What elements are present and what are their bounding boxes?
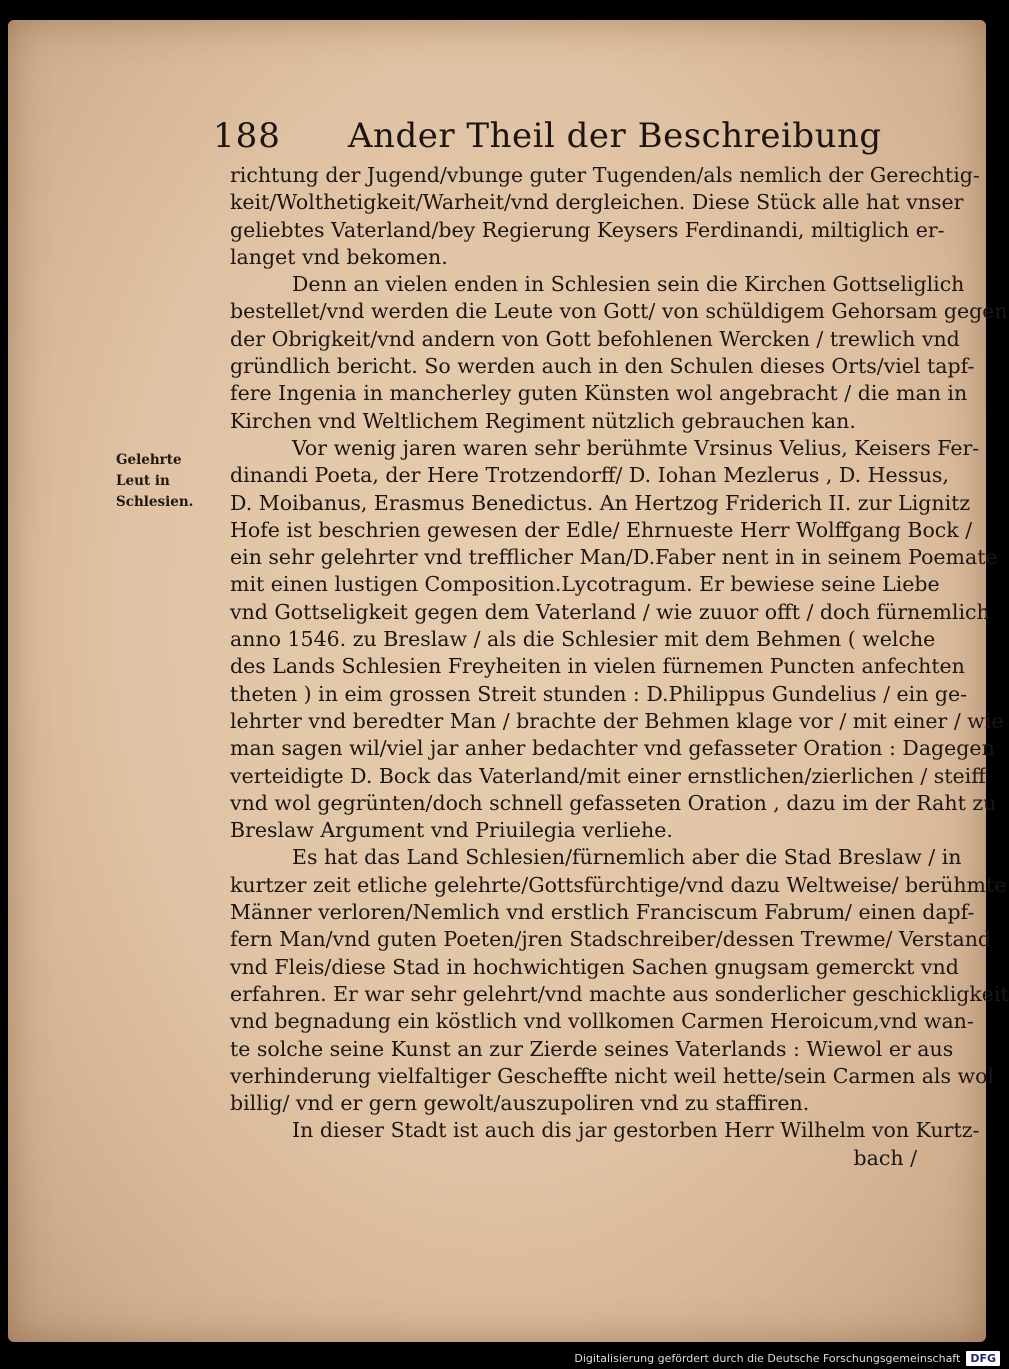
text-line: fere Ingenia in mancherley guten Künsten wol angebracht / die man in [230, 381, 968, 406]
digitization-footer [574, 1349, 1000, 1367]
text-line: theten ) in eim grossen Streit stunden : D.Philippus Gundelius / ein ge- [230, 681, 968, 706]
text-line: keit/Wolthetigkeit/Warheit/vnd dergleichen. Diese Stück alle hat vnser [230, 190, 964, 215]
margin-note [116, 450, 216, 513]
text-line: Hofe ist beschrien gewesen der Edle/ Ehrnueste Herr Wolffgang Bock / [230, 517, 973, 542]
margin-note-line: Gelehrte [116, 452, 182, 468]
catchword: bach / [853, 1145, 917, 1170]
dfg-logo-icon: DFG [966, 1351, 1000, 1366]
text-line: vnd wol gegrünten/doch schnell gefasseten Oration , dazu im der Raht zu [230, 790, 997, 815]
text-line: billig/ vnd er gern gewolt/auszupoliren vnd zu staffiren. [230, 1091, 810, 1116]
text-line: mit einen lustigen Composition.Lycotragum. Er bewiese seine Liebe [230, 572, 940, 597]
text-line: richtung der Jugend/vbunge guter Tugenden/als nemlich der Gerechtig- [230, 163, 980, 187]
text-line: Es hat das Land Schlesien/fürnemlich aber die Stad Breslaw / in [292, 845, 962, 870]
text-line: vnd Fleis/diese Stad in hochwichtigen Sachen gnugsam gemerckt vnd [230, 954, 959, 979]
running-head: Ander Theil der Beschreibung [348, 116, 882, 156]
text-line: Vor wenig jaren waren sehr berühmte Vrsinus Velius, Keisers Fer- [292, 435, 980, 460]
body-text [230, 162, 1009, 1172]
text-line: ein sehr gelehrter vnd trefflicher Man/D.Faber nent in in seinem Poemate [230, 545, 998, 570]
text-line: Denn an vielen enden in Schlesien sein die Kirchen Gottseliglich [292, 272, 965, 297]
text-line: dinandi Poeta, der Here Trotzendorff/ D. Iohan Mezlerus , D. Hessus, [230, 463, 949, 488]
text-line: des Lands Schlesien Freyheiten in vielen fürnemen Puncten anfechten [230, 654, 965, 679]
text-line: Breslaw Argument vnd Priuilegia verliehe. [230, 818, 673, 843]
text-line: fern Man/vnd guten Poeten/jren Stadschreiber/dessen Trewme/ Verstand [230, 927, 992, 952]
text-line: vnd Gottseligkeit gegen dem Vaterland / wie zuuor offt / doch fürnemlich [230, 599, 990, 624]
text-line: man sagen wil/viel jar anher bedachter vnd gefasseter Oration : Dagegen [230, 736, 995, 761]
text-line: bestellet/vnd werden die Leute von Gott/ von schüldigem Gehorsam gegen [230, 299, 1008, 324]
text-line: te solche seine Kunst an zur Zierde seines Vaterlands : Wiewol er aus [230, 1036, 954, 1061]
text-line: kurtzer zeit etliche gelehrte/Gottsfürchtige/vnd dazu Weltweise/ berühmte [230, 872, 1007, 897]
text-line: Kirchen vnd Weltlichem Regiment nützlich gebrauchen kan. [230, 408, 856, 433]
margin-note-line: Leut in [116, 473, 170, 489]
margin-note-line: Schlesien. [116, 494, 194, 510]
text-line: langet vnd bekomen. [230, 244, 448, 269]
text-line: In dieser Stadt ist auch dis jar gestorben Herr Wilhelm von Kurtz- [292, 1118, 980, 1143]
text-line: gründlich bericht. So werden auch in den Schulen dieses Orts/viel tapf- [230, 354, 975, 379]
page-number: 188 [213, 116, 281, 156]
text-line: der Obrigkeit/vnd andern von Gott befohlenen Wercken / trewlich vnd [230, 326, 960, 351]
text-line: D. Moibanus, Erasmus Benedictus. An Hertzog Friderich II. zur Lignitz [230, 490, 971, 515]
page-header [213, 116, 882, 164]
text-line: verhinderung vielfaltiger Gescheffte nicht weil hette/sein Carmen als wol [230, 1063, 994, 1088]
text-line: vnd begnadung ein köstlich vnd vollkomen Carmen Heroicum,vnd wan- [230, 1009, 974, 1034]
text-line: lehrter vnd beredter Man / brachte der Behmen klage vor / mit einer / wie [230, 708, 1004, 733]
book-page [8, 20, 1009, 1342]
footer-credit: Digitalisierung gefördert durch die Deutsche Forschungsgemeinschaft [574, 1351, 961, 1365]
text-line: verteidigte D. Bock das Vaterland/mit einer ernstlichen/zierlichen / steiff [230, 763, 986, 788]
text-line: anno 1546. zu Breslaw / als die Schlesier mit dem Behmen ( welche [230, 627, 936, 652]
text-line: Männer verloren/Nemlich vnd erstlich Franciscum Fabrum/ einen dapf- [230, 900, 975, 925]
text-line: erfahren. Er war sehr gelehrt/vnd machte aus sonderlicher geschickligkeit [230, 981, 1009, 1006]
text-line: geliebtes Vaterland/bey Regierung Keysers Ferdinandi, miltiglich er- [230, 217, 945, 242]
